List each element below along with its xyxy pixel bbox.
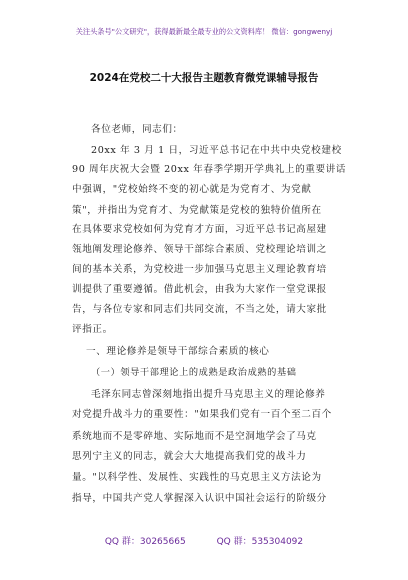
paragraph-line: 对党提升战斗力的重要性："如果我们党有一百个至二百个: [72, 409, 332, 420]
paragraph-line: 系统地而不是零碎地、实际地而不是空洞地学会了马克: [72, 431, 317, 442]
document-title: 2024在党校二十大报告主题教育微党课辅导报告: [89, 72, 319, 84]
paragraph-line: 思列宁主义的同志，就会大大地提高我们党的战斗力: [72, 451, 307, 462]
paragraph-line: 毛泽东同志曾深刻地指出提升马克思主义的理论修养: [91, 389, 326, 400]
paragraph-line: 指导，中国共产党人掌握深入认识中国社会运行的阶级分: [72, 493, 327, 504]
paragraph-line: 评指正。: [72, 324, 113, 335]
subsection-heading: （一）领导干部理论上的成熟是政治成熟的基础: [91, 367, 297, 378]
header-banner: 关注头条号"公文研究"，获得最新最全最专业的公文资料库！ 微信：gongwenyj: [75, 27, 333, 36]
footer: [0, 534, 408, 547]
paragraph-line: 瓴地阐发理论修养、领导干部综合素质、党校理论培训之: [72, 244, 327, 255]
footer-qq-group-1: QQ 群：30265665: [104, 537, 186, 547]
paragraph-line: 20xx 年 3 月 1 日，习近平总书记在中共中央党校建校: [91, 145, 342, 156]
paragraph-line: 90 周年庆祝大会暨 20xx 年春季学期开学典礼上的重要讲话: [72, 164, 347, 175]
paragraph-line: 在具体要求党校如何为党育才方面，习近平总书记高屋建: [72, 224, 327, 235]
paragraph-line: 量。"以科学性、发展性、实践性的马克思主义方法论为: [72, 472, 322, 483]
salutation: 各位老师，同志们：: [91, 124, 183, 135]
paragraph-line: 间的基本关系，为党校进一步加强马克思主义理论教育培: [72, 264, 327, 275]
paragraph-line: 中强调，"党校始终不变的初心就是为党育才、为党献: [72, 184, 312, 195]
paragraph-line: 告，与各位专家和同志们共同交流，不当之处，请大家批: [72, 304, 327, 315]
section-heading: 一、理论修养是领导干部综合素质的核心: [86, 346, 270, 357]
paragraph-line: 训提供了重要遵循。借此机会，由我为大家作一堂党课报: [72, 284, 327, 295]
footer-qq-group-2: QQ 群：535304092: [216, 537, 304, 547]
paragraph-line: 策"，并指出为党育才、为党献策是党校的独特价值所在: [72, 205, 322, 216]
